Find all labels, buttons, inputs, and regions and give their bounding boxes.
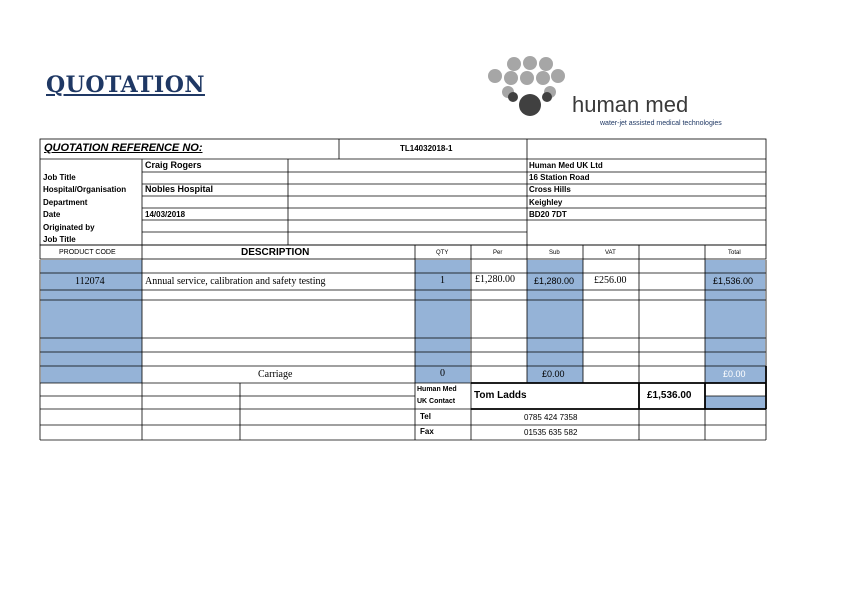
col-product-code: PRODUCT CODE (59, 249, 116, 256)
tel-label: Tel (420, 412, 431, 421)
col-qty: QTY (436, 250, 449, 256)
fax-label: Fax (420, 427, 434, 436)
hospital-label: Hospital/Organisation (43, 185, 127, 194)
item-sub: £1,280.00 (534, 276, 575, 286)
date-label: Date (43, 210, 61, 219)
item-code: 112074 (75, 276, 105, 287)
reference-label: QUOTATION REFERENCE NO: (44, 142, 203, 154)
originated-by-label: Originated by (43, 223, 95, 232)
address-line: Human Med UK Ltd (529, 161, 603, 170)
col-total: Total (728, 250, 741, 256)
reference-value: TL14032018-1 (400, 144, 453, 153)
carriage-sub: £0.00 (542, 369, 565, 379)
col-per: Per (493, 250, 503, 256)
job-title-value: Craig Rogers (145, 160, 202, 170)
address-line: 16 Station Road (529, 173, 590, 182)
tel-value: 0785 424 7358 (524, 413, 578, 422)
originator-job-title-label: Job Title (43, 235, 76, 244)
date-value: 14/03/2018 (145, 210, 186, 219)
carriage-label: Carriage (258, 369, 293, 380)
contact-label: Human Med (417, 386, 457, 393)
item-per: £1,280.00 (475, 274, 515, 285)
carriage-qty: 0 (440, 368, 445, 379)
fax-value: 01535 635 582 (524, 428, 578, 437)
contact-name: Tom Ladds (474, 390, 527, 401)
item-description: Annual service, calibration and safety testing (145, 276, 326, 287)
address-line: BD20 7DT (529, 210, 567, 219)
col-sub: Sub (549, 250, 560, 256)
address-line: Keighley (529, 198, 563, 207)
grand-total: £1,536.00 (647, 390, 692, 401)
item-qty: 1 (440, 275, 445, 286)
item-vat: £256.00 (594, 275, 627, 286)
contact-label: UK Contact (417, 398, 456, 405)
document-title: QUOTATION (46, 72, 205, 98)
logo-tagline: water-jet assisted medical technologies (600, 120, 722, 127)
col-description: DESCRIPTION (241, 247, 310, 258)
address-line: Cross Hills (529, 185, 571, 194)
carriage-total: £0.00 (723, 369, 746, 379)
job-title-label: Job Title (43, 173, 76, 182)
department-label: Department (43, 198, 88, 207)
logo-wordmark: human med (572, 92, 689, 117)
col-vat: VAT (605, 250, 616, 256)
hospital-value: Nobles Hospital (145, 184, 214, 194)
item-total: £1,536.00 (713, 276, 754, 286)
